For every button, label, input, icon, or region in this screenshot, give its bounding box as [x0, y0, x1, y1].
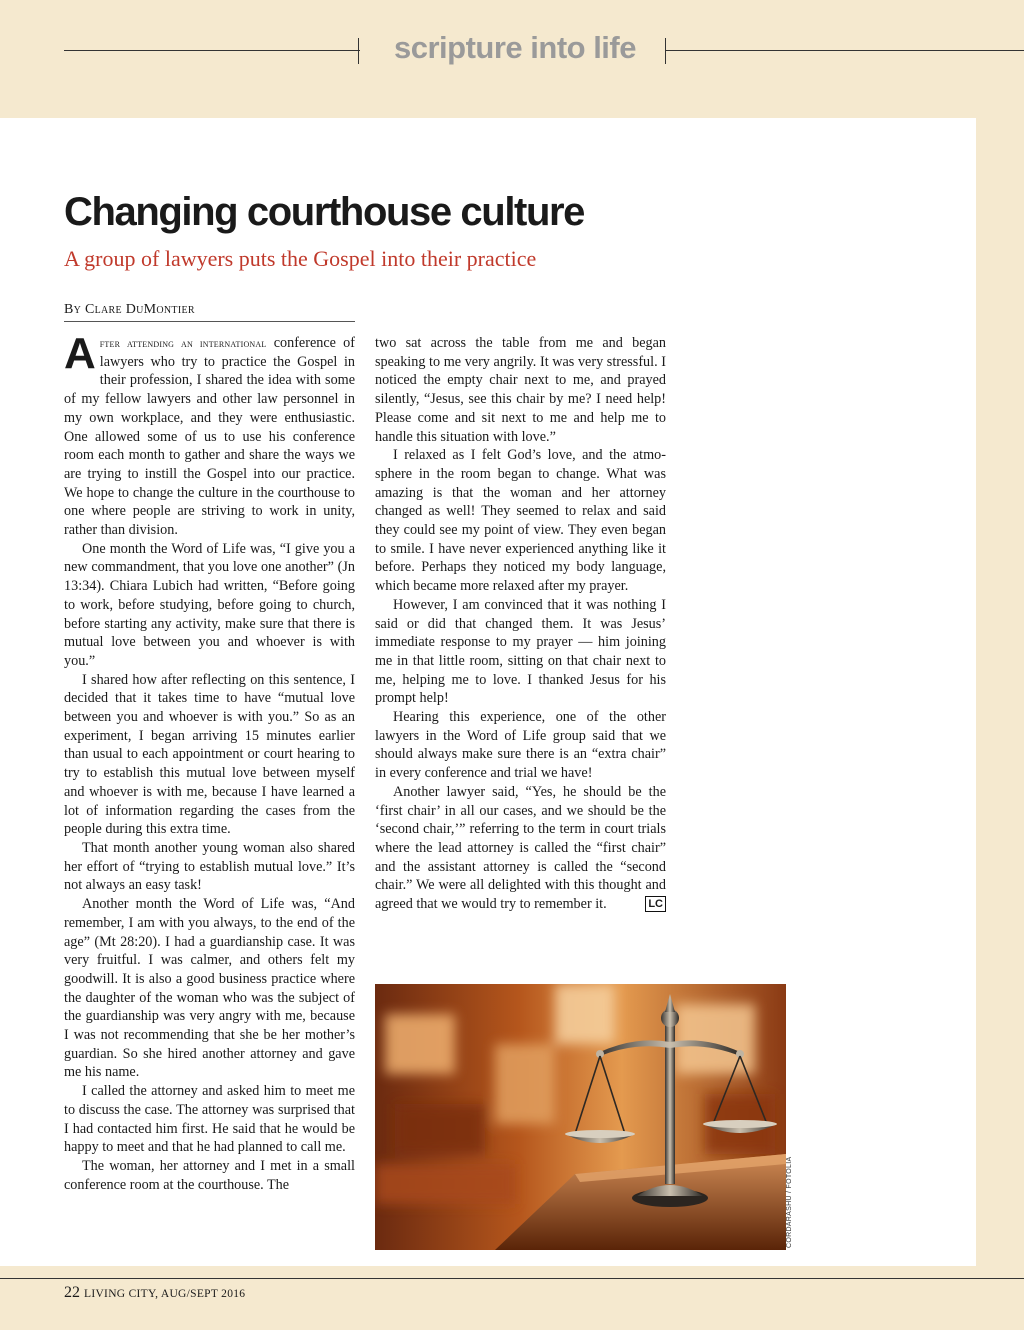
paragraph: I shared how after reflecting on this sentence, I decided that it takes time to have “mutual love between you and whoever is with you.” So as an experiment, I began arriving 15 minutes earlier than usual to each appointment or court hearing to try to establish this mutual love between myself and whoever is with me, because I have learned a lot of information regarding the cases from the people during this extra time.	[64, 671, 355, 838]
article-column-left	[64, 329, 355, 1254]
byline: By Clare DuMontier	[64, 302, 355, 322]
paragraph: I called the attorney and asked him to meet me to discuss the case. The attorney was surprised that I had contacted him first. He said that he would be happy to meet and that he had planned to call me.	[64, 1083, 355, 1156]
page-footer	[64, 1284, 464, 1302]
paragraph: Hearing this experience, one of the other lawyers in the Word of Life group said that we should always make sure there is an “extra chair” in every conference and trial we have!	[375, 709, 666, 782]
publication-name: LIVING CITY, AUG/SEPT 2016	[84, 1288, 246, 1300]
end-mark-logo: LC	[645, 896, 666, 912]
paragraph: The woman, her attorney and I met in a small conference room at the courthouse. The	[64, 1157, 355, 1193]
paragraph: However, I am convinced that it was nothing I said or did that changed them. It was Jesus’ immediate response to my prayer — him joining me in that little room, sitting on that chair next to me, helping me to love. I thanked Jesus for his prompt help!	[375, 596, 666, 707]
scales-of-justice-icon	[375, 984, 786, 1250]
scales-of-justice-photo	[375, 984, 786, 1250]
photo-credit: CORDARASHU / FOTOLIA	[786, 1156, 793, 1248]
article-title: Changing courthouse culture	[64, 190, 584, 234]
footer-rule	[0, 1278, 1024, 1279]
paragraph-text: conference of lawyers who try to practice the Gospel in their profession, I shared the idea with some of my fellow lawyers and other law personnel in my own workplace, and they were enthusiastic. One allowed some of us to use his conference room each month to gather and share the ways we are trying to instill the Gospel into our practice. We hope to change the culture in the courthouse to one where people are striving to work in unity, rather than division.	[64, 335, 355, 539]
header-rule-tick-right	[665, 38, 666, 64]
page-number: 22	[64, 1284, 80, 1301]
article-column-right	[375, 334, 666, 954]
paragraph	[64, 329, 355, 540]
header-rule-tick-left	[358, 38, 359, 64]
section-label: scripture into life	[394, 30, 636, 65]
paragraph	[375, 783, 666, 914]
paragraph-text: Another lawyer said, “Yes, he should be the ‘first chair’ in all our cases, and we should be the ‘second chair,’” referring to the term in court trials where the lead attorney is called the “first chair” and the assistant attorney is called the “second chair.” We were all delighted with this thought and agreed that we would try to remember it.	[375, 783, 666, 913]
drop-cap: A	[64, 329, 96, 378]
paragraph: I relaxed as I felt God’s love, and the atmosphere in the room began to change. What was amazing is that the woman and her attorney changed as well! They seemed to relax and said they could see my point of view. They even began to smile. I have never experienced anything like it before. Perhaps they noticed my body language, which became more relaxed after my prayer.	[375, 447, 666, 595]
paragraph: two sat across the table from me and began speaking to me very angrily. It was very stressful. I noticed the empty chair next to me, and prayed silently, “Jesus, see this chair by me? I need help! Please come and sit next to me and help me to handle this situation with love.”	[375, 335, 666, 445]
header-rule-right	[665, 50, 1024, 51]
paragraph: Another month the Word of Life was, “And remember, I am with you always, to the end of the age” (Mt 28:20). I had a guardianship case. It was very fruitful. I was calmer, and others felt my goodwill. It is also a good business practice where the daughter of the woman who was the subject of the guardianship was very angry with me, because I was not recommending that she be her mother’s guardian. So she hired another attorney and gave me his name.	[64, 896, 355, 1081]
header-rule-left	[64, 50, 360, 51]
paragraph: That month another young woman also shared her effort of “trying to establish mutual love.” It’s not always an easy task!	[64, 839, 355, 894]
lead-in-caps: fter attending an international	[99, 336, 267, 350]
paragraph: One month the Word of Life was, “I give you a new commandment, that you love one another” (Jn 13:34). Chiara Lubich had written, “Before going to work, before studying, before going to church, before starting any activity, make sure that there is mutual love between you and whoever is with you.”	[64, 540, 355, 669]
article-subtitle: A group of lawyers puts the Gospel into their practice	[64, 246, 537, 271]
